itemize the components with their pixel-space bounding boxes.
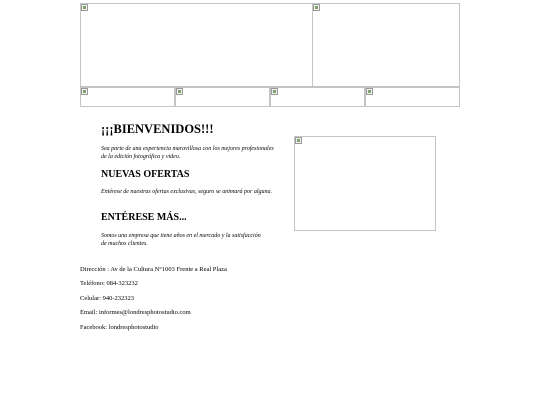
- broken-image-icon: [81, 88, 88, 95]
- offers-title: NUEVAS OFERTAS: [101, 169, 190, 180]
- contact-phone: Teléfono: 084-323232: [80, 280, 138, 287]
- broken-image-icon: [295, 137, 302, 144]
- broken-image-icon: [313, 4, 320, 11]
- thumbnail-4[interactable]: [365, 87, 460, 107]
- contact-address: Dirección : Av de la Cultura N°1003 Frente a Real Plaza: [80, 266, 227, 273]
- contact-facebook: Facebook: londresphotostudio: [80, 324, 159, 331]
- thumbnail-3[interactable]: [270, 87, 365, 107]
- more-text: Somos una empresa que tiene años en el mercado y la satisfacción de muchos clientes.: [101, 233, 261, 247]
- contact-email: Email: informes@londresphotostudio.com: [80, 309, 191, 316]
- slider-image-large: [80, 3, 313, 87]
- welcome-text: Sea parte de una experiencia maravillosa con los mejores profesionales de la edición fotográfica y video.: [101, 146, 274, 160]
- thumbnail-1[interactable]: [80, 87, 175, 107]
- contact-cell: Celular: 940-232323: [80, 295, 134, 302]
- broken-image-icon: [81, 4, 88, 11]
- welcome-title: ¡¡¡BIENVENIDOS!!!: [101, 122, 214, 136]
- broken-image-icon: [366, 88, 373, 95]
- side-image: [294, 136, 436, 231]
- broken-image-icon: [271, 88, 278, 95]
- broken-image-icon: [176, 88, 183, 95]
- thumbnail-2[interactable]: [175, 87, 270, 107]
- slider-image-right: [312, 3, 460, 87]
- more-title: ENTÉRESE MÁS...: [101, 212, 187, 223]
- offers-text: Entérese de nuestras ofertas exclusivas, seguro se animará por alguna.: [101, 189, 273, 195]
